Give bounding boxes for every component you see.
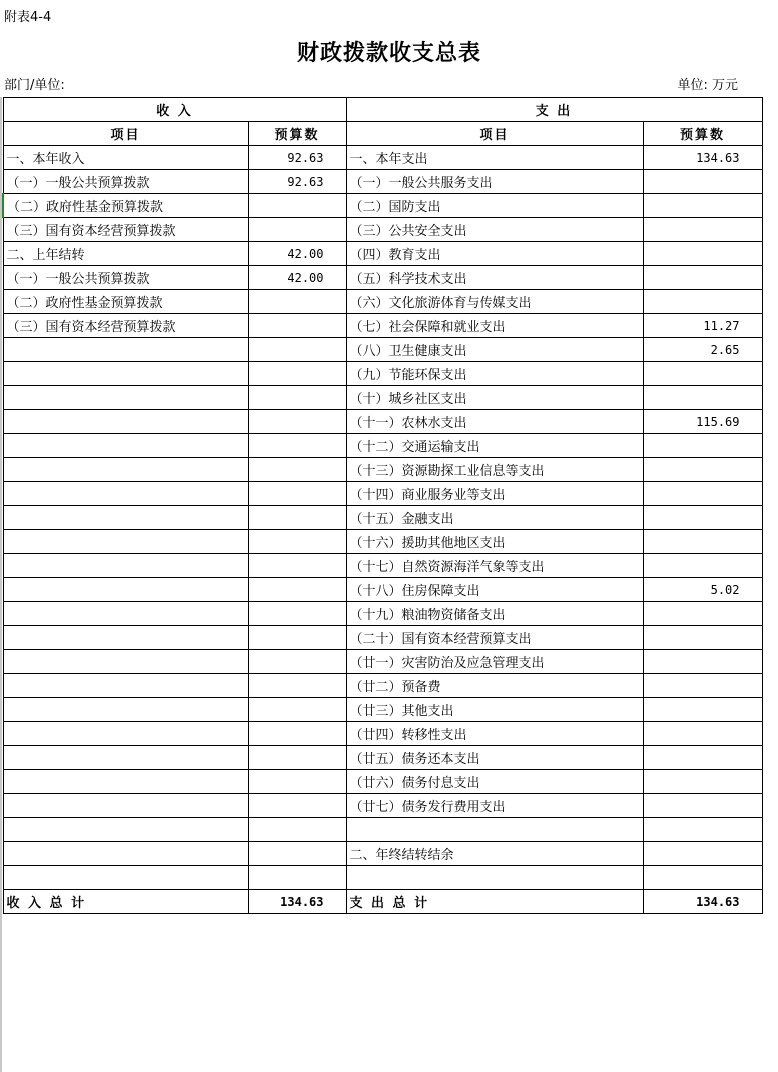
expense-value-cell [643,266,762,290]
table-row [3,170,762,194]
unit-label: 单位: 万元 [677,78,738,93]
income-value-cell [248,434,346,458]
expense-item-cell: （五）科学技术支出 [346,266,643,290]
expense-value-cell [643,458,762,482]
income-item-cell: （二）政府性基金预算拨款 [3,194,248,218]
expense-value-cell [643,626,762,650]
income-item-cell [3,602,248,626]
expense-item-cell: （一）一般公共服务支出 [346,170,643,194]
income-value-cell: 42.00 [248,242,346,266]
expense-value-cell [643,290,762,314]
expense-item-cell: （十二）交通运输支出 [346,434,643,458]
income-item-cell: （一）一般公共预算拨款 [3,170,248,194]
totals-row [3,890,762,914]
income-value-cell [248,674,346,698]
income-item-cell [3,554,248,578]
expense-value-cell [643,674,762,698]
income-value-cell [248,722,346,746]
income-section-header: 收 入 [3,98,346,122]
expense-value-cell [643,866,762,890]
expense-value-cell [643,818,762,842]
income-item-cell [3,722,248,746]
table-row [3,458,762,482]
income-value-cell [248,770,346,794]
income-value-cell [248,530,346,554]
income-item-cell [3,386,248,410]
income-item-cell [3,434,248,458]
income-item-cell [3,362,248,386]
table-row [3,866,762,890]
table-row [3,146,762,170]
expense-value-cell [643,482,762,506]
income-item-cell [3,770,248,794]
expense-item-cell: （十一）农林水支出 [346,410,643,434]
expense-value-cell [643,530,762,554]
expense-total-value: 134.63 [643,890,762,914]
table-row [3,842,762,866]
table-row [3,242,762,266]
table-row [3,482,762,506]
expense-item-cell: （十四）商业服务业等支出 [346,482,643,506]
expense-item-cell: （六）文化旅游体育与传媒支出 [346,290,643,314]
income-value-cell [248,386,346,410]
income-value-cell [248,338,346,362]
expense-item-header: 项目 [346,122,643,146]
expense-item-cell: （十）城乡社区支出 [346,386,643,410]
income-budget-header: 预算数 [248,122,346,146]
expense-item-cell: （九）节能环保支出 [346,362,643,386]
expense-value-cell [643,170,762,194]
expense-item-cell: （十五）金融支出 [346,506,643,530]
table-row [3,794,762,818]
column-header-row [3,122,762,146]
income-value-cell [248,698,346,722]
expense-item-cell: （十三）资源勘探工业信息等支出 [346,458,643,482]
expense-value-cell [643,506,762,530]
table-row [3,194,762,218]
section-header-row [3,98,762,122]
table-row [3,674,762,698]
income-item-cell [3,746,248,770]
table-row [3,746,762,770]
income-item-cell [3,482,248,506]
table-row [3,290,762,314]
expense-item-cell: （八）卫生健康支出 [346,338,643,362]
appendix-label: 附表4-4 [4,10,52,25]
expense-value-cell: 11.27 [643,314,762,338]
table-row [3,722,762,746]
expense-item-cell: （十九）粮油物资储备支出 [346,602,643,626]
table-row [3,818,762,842]
income-value-cell [248,794,346,818]
expense-item-cell: （二十）国有资本经营预算支出 [346,626,643,650]
table-row [3,434,762,458]
income-item-cell [3,578,248,602]
income-item-cell [3,530,248,554]
expense-item-cell: （七）社会保障和就业支出 [346,314,643,338]
table-row [3,698,762,722]
expense-item-cell [346,818,643,842]
table-row [3,578,762,602]
expense-value-cell [643,362,762,386]
expense-value-cell [643,770,762,794]
expense-value-cell: 134.63 [643,146,762,170]
income-value-cell [248,818,346,842]
income-total-label: 收 入 总 计 [3,890,248,914]
expense-budget-header: 预算数 [643,122,762,146]
table-row [3,554,762,578]
expense-item-cell: （廿七）债务发行费用支出 [346,794,643,818]
expense-item-cell: （廿二）预备费 [346,674,643,698]
income-value-cell [248,194,346,218]
expense-value-cell [643,746,762,770]
expense-item-cell: 一、本年支出 [346,146,643,170]
table-row [3,386,762,410]
expense-item-cell: （廿六）债务付息支出 [346,770,643,794]
expense-value-cell [643,722,762,746]
expense-value-cell [643,842,762,866]
income-value-cell [248,410,346,434]
income-value-cell: 42.00 [248,266,346,290]
income-value-cell [248,626,346,650]
table-row [3,626,762,650]
income-item-header: 项目 [3,122,248,146]
expense-item-cell: （二）国防支出 [346,194,643,218]
income-item-cell: （三）国有资本经营预算拨款 [3,314,248,338]
income-item-cell: 一、本年收入 [3,146,248,170]
expense-item-cell: （廿四）转移性支出 [346,722,643,746]
income-item-cell [3,818,248,842]
income-value-cell: 92.63 [248,170,346,194]
expense-total-label: 支 出 总 计 [346,890,643,914]
expense-item-cell: （四）教育支出 [346,242,643,266]
table-row [3,410,762,434]
income-value-cell [248,554,346,578]
expense-value-cell [643,218,762,242]
income-item-cell: 二、上年结转 [3,242,248,266]
income-value-cell [248,482,346,506]
expense-item-cell: 二、年终结转结余 [346,842,643,866]
income-item-cell: （一）一般公共预算拨款 [3,266,248,290]
income-item-cell [3,650,248,674]
income-value-cell [248,842,346,866]
table-row [3,650,762,674]
income-item-cell [3,410,248,434]
income-total-value: 134.63 [248,890,346,914]
expense-item-cell [346,866,643,890]
income-item-cell [3,698,248,722]
income-value-cell [248,362,346,386]
budget-table [2,97,763,914]
income-item-cell [3,338,248,362]
expense-value-cell [643,698,762,722]
expense-value-cell: 5.02 [643,578,762,602]
table-row [3,266,762,290]
income-value-cell [248,746,346,770]
expense-value-cell [643,386,762,410]
income-value-cell [248,650,346,674]
table-row [3,506,762,530]
expense-item-cell: （十八）住房保障支出 [346,578,643,602]
income-value-cell: 92.63 [248,146,346,170]
expense-item-cell: （三）公共安全支出 [346,218,643,242]
table-row [3,770,762,794]
income-value-cell [248,290,346,314]
expense-item-cell: （廿三）其他支出 [346,698,643,722]
dept-label: 部门/单位: [4,78,65,93]
income-item-cell [3,842,248,866]
expense-section-header: 支 出 [346,98,762,122]
expense-value-cell [643,194,762,218]
income-value-cell [248,314,346,338]
income-item-cell [3,626,248,650]
table-body [3,146,762,890]
income-value-cell [248,578,346,602]
table-row [3,338,762,362]
income-item-cell [3,506,248,530]
table-row [3,314,762,338]
income-value-cell [248,602,346,626]
income-item-cell [3,866,248,890]
table-row [3,602,762,626]
expense-value-cell [643,434,762,458]
expense-value-cell [643,602,762,626]
expense-value-cell: 2.65 [643,338,762,362]
expense-value-cell [643,242,762,266]
table-row [3,530,762,554]
expense-value-cell [643,554,762,578]
income-value-cell [248,866,346,890]
page-title: 财政拨款收支总表 [296,41,481,66]
income-value-cell [248,458,346,482]
expense-item-cell: （廿五）债务还本支出 [346,746,643,770]
income-item-cell [3,674,248,698]
table-row [3,362,762,386]
expense-item-cell: （十六）援助其他地区支出 [346,530,643,554]
table-row [3,218,762,242]
expense-value-cell [643,650,762,674]
expense-value-cell [643,794,762,818]
expense-value-cell: 115.69 [643,410,762,434]
income-item-cell [3,458,248,482]
income-item-cell [3,794,248,818]
income-value-cell [248,218,346,242]
expense-item-cell: （廿一）灾害防治及应急管理支出 [346,650,643,674]
income-value-cell [248,506,346,530]
expense-item-cell: （十七）自然资源海洋气象等支出 [346,554,643,578]
income-item-cell: （三）国有资本经营预算拨款 [3,218,248,242]
income-item-cell: （二）政府性基金预算拨款 [3,290,248,314]
